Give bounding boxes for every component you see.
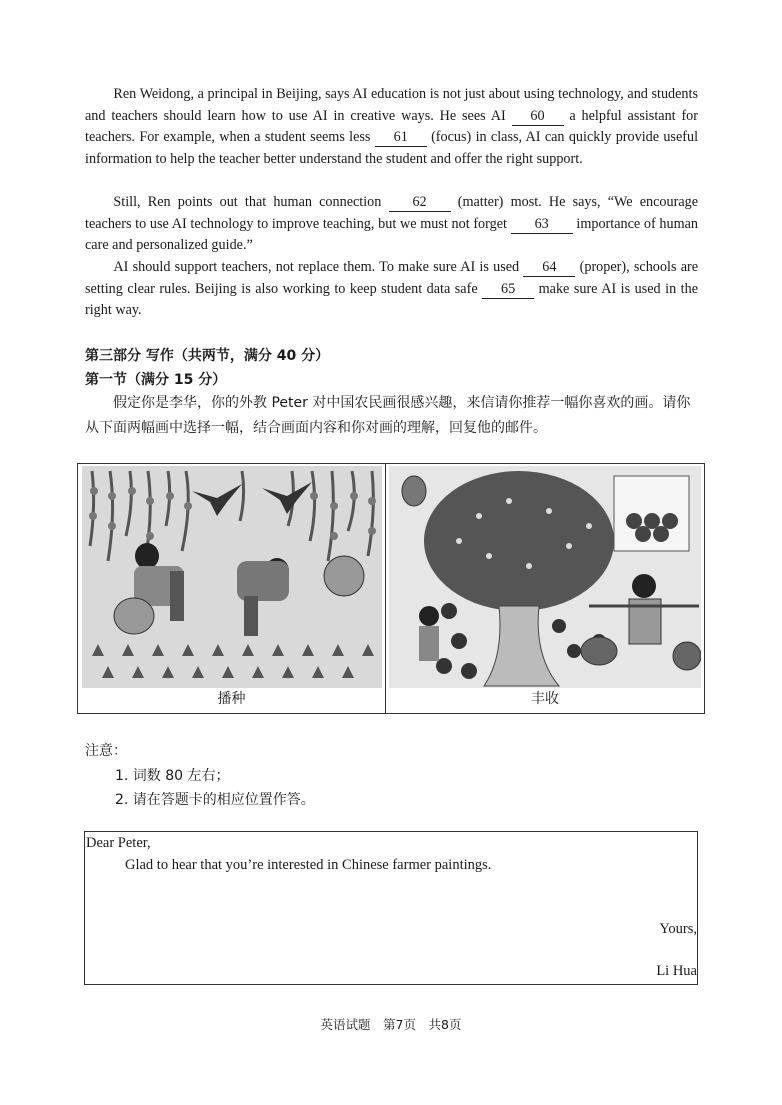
letter-signature: Li Hua <box>656 963 697 979</box>
blank-63: 63 <box>511 215 573 234</box>
passage-text: make sure AI is used in the right way. <box>85 280 698 319</box>
passage-text: (matter) most. He says, “We encourage teachers to use AI technology to improve teaching, but we must not forget <box>85 194 699 232</box>
blank-62: 62 <box>389 193 451 212</box>
sowing-painting-icon <box>82 466 382 688</box>
writing-task: 假定你是李华，你的外教 Peter 对中国农民画很感兴趣，来信请你推荐一幅你喜欢的画。请你从下面两幅画中选择一幅，结合画面内容和你对画的理解，回复他的邮件。 <box>85 395 691 436</box>
passage-paragraph-2 <box>85 192 698 257</box>
notes-label: 注意： <box>85 743 127 759</box>
note-item: 1. 词数 80 左右； <box>115 768 230 784</box>
page-footer: 英语试题 第7页 共8页 <box>320 1017 462 1032</box>
painting-caption-sowing: 播种 <box>217 691 246 707</box>
letter-closing: Yours, <box>659 921 697 937</box>
painting-cell-harvest <box>386 464 704 713</box>
letter-opening: Glad to hear that you’re interested in Chinese farmer paintings. <box>125 857 492 873</box>
letter-greeting: Dear Peter, <box>86 835 151 851</box>
blank-60: 60 <box>512 107 564 126</box>
subsection-heading: 第一节（满分 15 分） <box>85 372 227 388</box>
passage-text: (focus) in class, AI can quickly provide useful information to help the teacher better understand the student and offer the right support. <box>85 129 699 167</box>
passage-text: (proper), schools are setting clear rules. Beijing is also working to keep student data safe <box>85 259 699 297</box>
passage-text: a helpful assistant for teachers. For example, when a student seems less <box>85 107 698 146</box>
blank-61: 61 <box>375 128 427 147</box>
painting-caption-harvest: 丰收 <box>531 691 559 707</box>
painting-cell-sowing <box>78 464 385 713</box>
blank-64: 64 <box>523 258 575 277</box>
passage-text: importance of human care and personalized guide.” <box>85 215 699 254</box>
passage-text: AI should support teachers, not replace them. To make sure AI is used <box>113 259 520 275</box>
harvest-painting-icon <box>389 466 701 688</box>
note-item: 2. 请在答题卡的相应位置作答。 <box>115 792 315 808</box>
letter-answer-box[interactable] <box>84 831 698 985</box>
blank-65: 65 <box>482 280 534 299</box>
passage-paragraph-1 <box>85 84 698 170</box>
passage-paragraph-3 <box>85 257 698 322</box>
section-heading: 第三部分 写作（共两节，满分 40 分） <box>85 348 330 364</box>
paintings-table <box>77 463 705 714</box>
passage-text: Still, Ren points out that human connection <box>113 194 382 210</box>
passage-text: Ren Weidong, a principal in Beijing, says AI education is not just about using technology, and students and teachers should learn how to use AI in creative ways. He sees AI <box>85 86 698 124</box>
